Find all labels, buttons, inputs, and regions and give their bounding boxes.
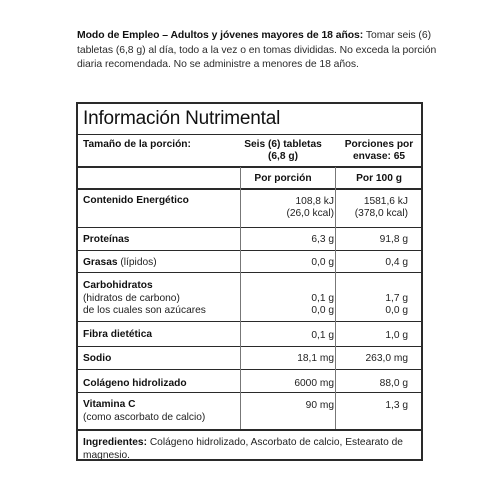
row-fiber-serving: 0,1 g [311,330,334,341]
row-fat-label-group [83,257,157,269]
divider [78,227,421,228]
divider [78,250,421,251]
column-header-per-serving: Por porción [254,173,312,184]
ingredients-label: Ingredientes: [83,437,147,448]
divider [78,369,421,370]
panel-title: Información Nutrimental [83,108,281,129]
nutrition-facts-panel [76,102,423,461]
row-energy-serving-kcal: (26,0 kcal) [286,208,334,219]
row-vitc-label: Vitamina C [83,399,136,410]
row-fiber-100g: 1,0 g [385,330,408,341]
servings-per-container-line2: envase: 65 [352,151,406,162]
row-fat-label: Grasas [83,257,118,268]
row-vitc-100g: 1,3 g [385,400,408,411]
row-energy-serving-kj: 108,8 kJ [295,196,334,207]
divider [78,134,421,135]
serving-size-value-line2: (6,8 g) [267,151,298,162]
row-collagen-label: Colágeno hidrolizado [83,378,187,389]
serving-size-label: Tamaño de la porción: [83,139,191,150]
column-header-per-100g: Por 100 g [356,173,402,184]
row-collagen-100g: 88,0 g [379,378,408,389]
usage-text: Tomar seis (6) tabletas (6,8 g) al día, todo a la vez o en tomas divididas. No exceda la porción diaria recomendada. No se administre a menores de 18 años. [77,30,437,71]
row-protein-label: Proteínas [83,234,130,245]
row-fat-100g: 0,4 g [385,257,408,268]
column-separator [240,167,241,429]
divider [78,188,421,190]
row-protein-serving: 6,3 g [311,234,334,245]
usage-instructions [77,29,437,73]
divider [78,429,421,431]
row-energy-100g-kj: 1581,6 kJ [363,196,408,207]
row-carbs-sub2: de los cuales son azúcares [83,305,206,316]
row-fat-sub: (lípidos) [120,257,157,268]
row-sugars-serving: 0,0 g [311,305,334,316]
row-fiber-label: Fibra dietética [83,329,153,340]
ingredients-text: Colágeno hidrolizado, Ascorbato de calcio, Estearato de magnesio. [83,437,403,462]
row-energy-100g-kcal: (378,0 kcal) [354,208,408,219]
row-vitc-serving: 90 mg [305,400,334,411]
row-protein-100g: 91,8 g [379,234,408,245]
row-carbs-100g: 1,7 g [385,293,408,304]
row-fat-serving: 0,0 g [311,257,334,268]
row-sugars-100g: 0,0 g [385,305,408,316]
row-carbs-label: Carbohidratos [83,280,153,291]
ingredients [83,436,417,463]
serving-size-value-line1: Seis (6) tabletas [244,139,322,150]
divider [78,272,421,273]
usage-heading: Modo de Empleo – Adultos y jóvenes mayores de 18 años: [77,30,364,41]
row-carbs-serving: 0,1 g [311,293,334,304]
column-separator [335,167,336,429]
row-sodium-label: Sodio [83,353,112,364]
divider [78,321,421,322]
divider [78,346,421,347]
row-energy-label: Contenido Energético [83,195,189,206]
divider [78,392,421,393]
row-sodium-serving: 18,1 mg [297,353,334,364]
row-sodium-100g: 263,0 mg [365,353,408,364]
divider [78,166,421,168]
servings-per-container-line1: Porciones por [344,139,414,150]
row-collagen-serving: 6000 mg [294,378,334,389]
row-vitc-sub: (como ascorbato de calcio) [83,412,206,423]
row-carbs-sub1: (hidratos de carbono) [83,293,180,304]
